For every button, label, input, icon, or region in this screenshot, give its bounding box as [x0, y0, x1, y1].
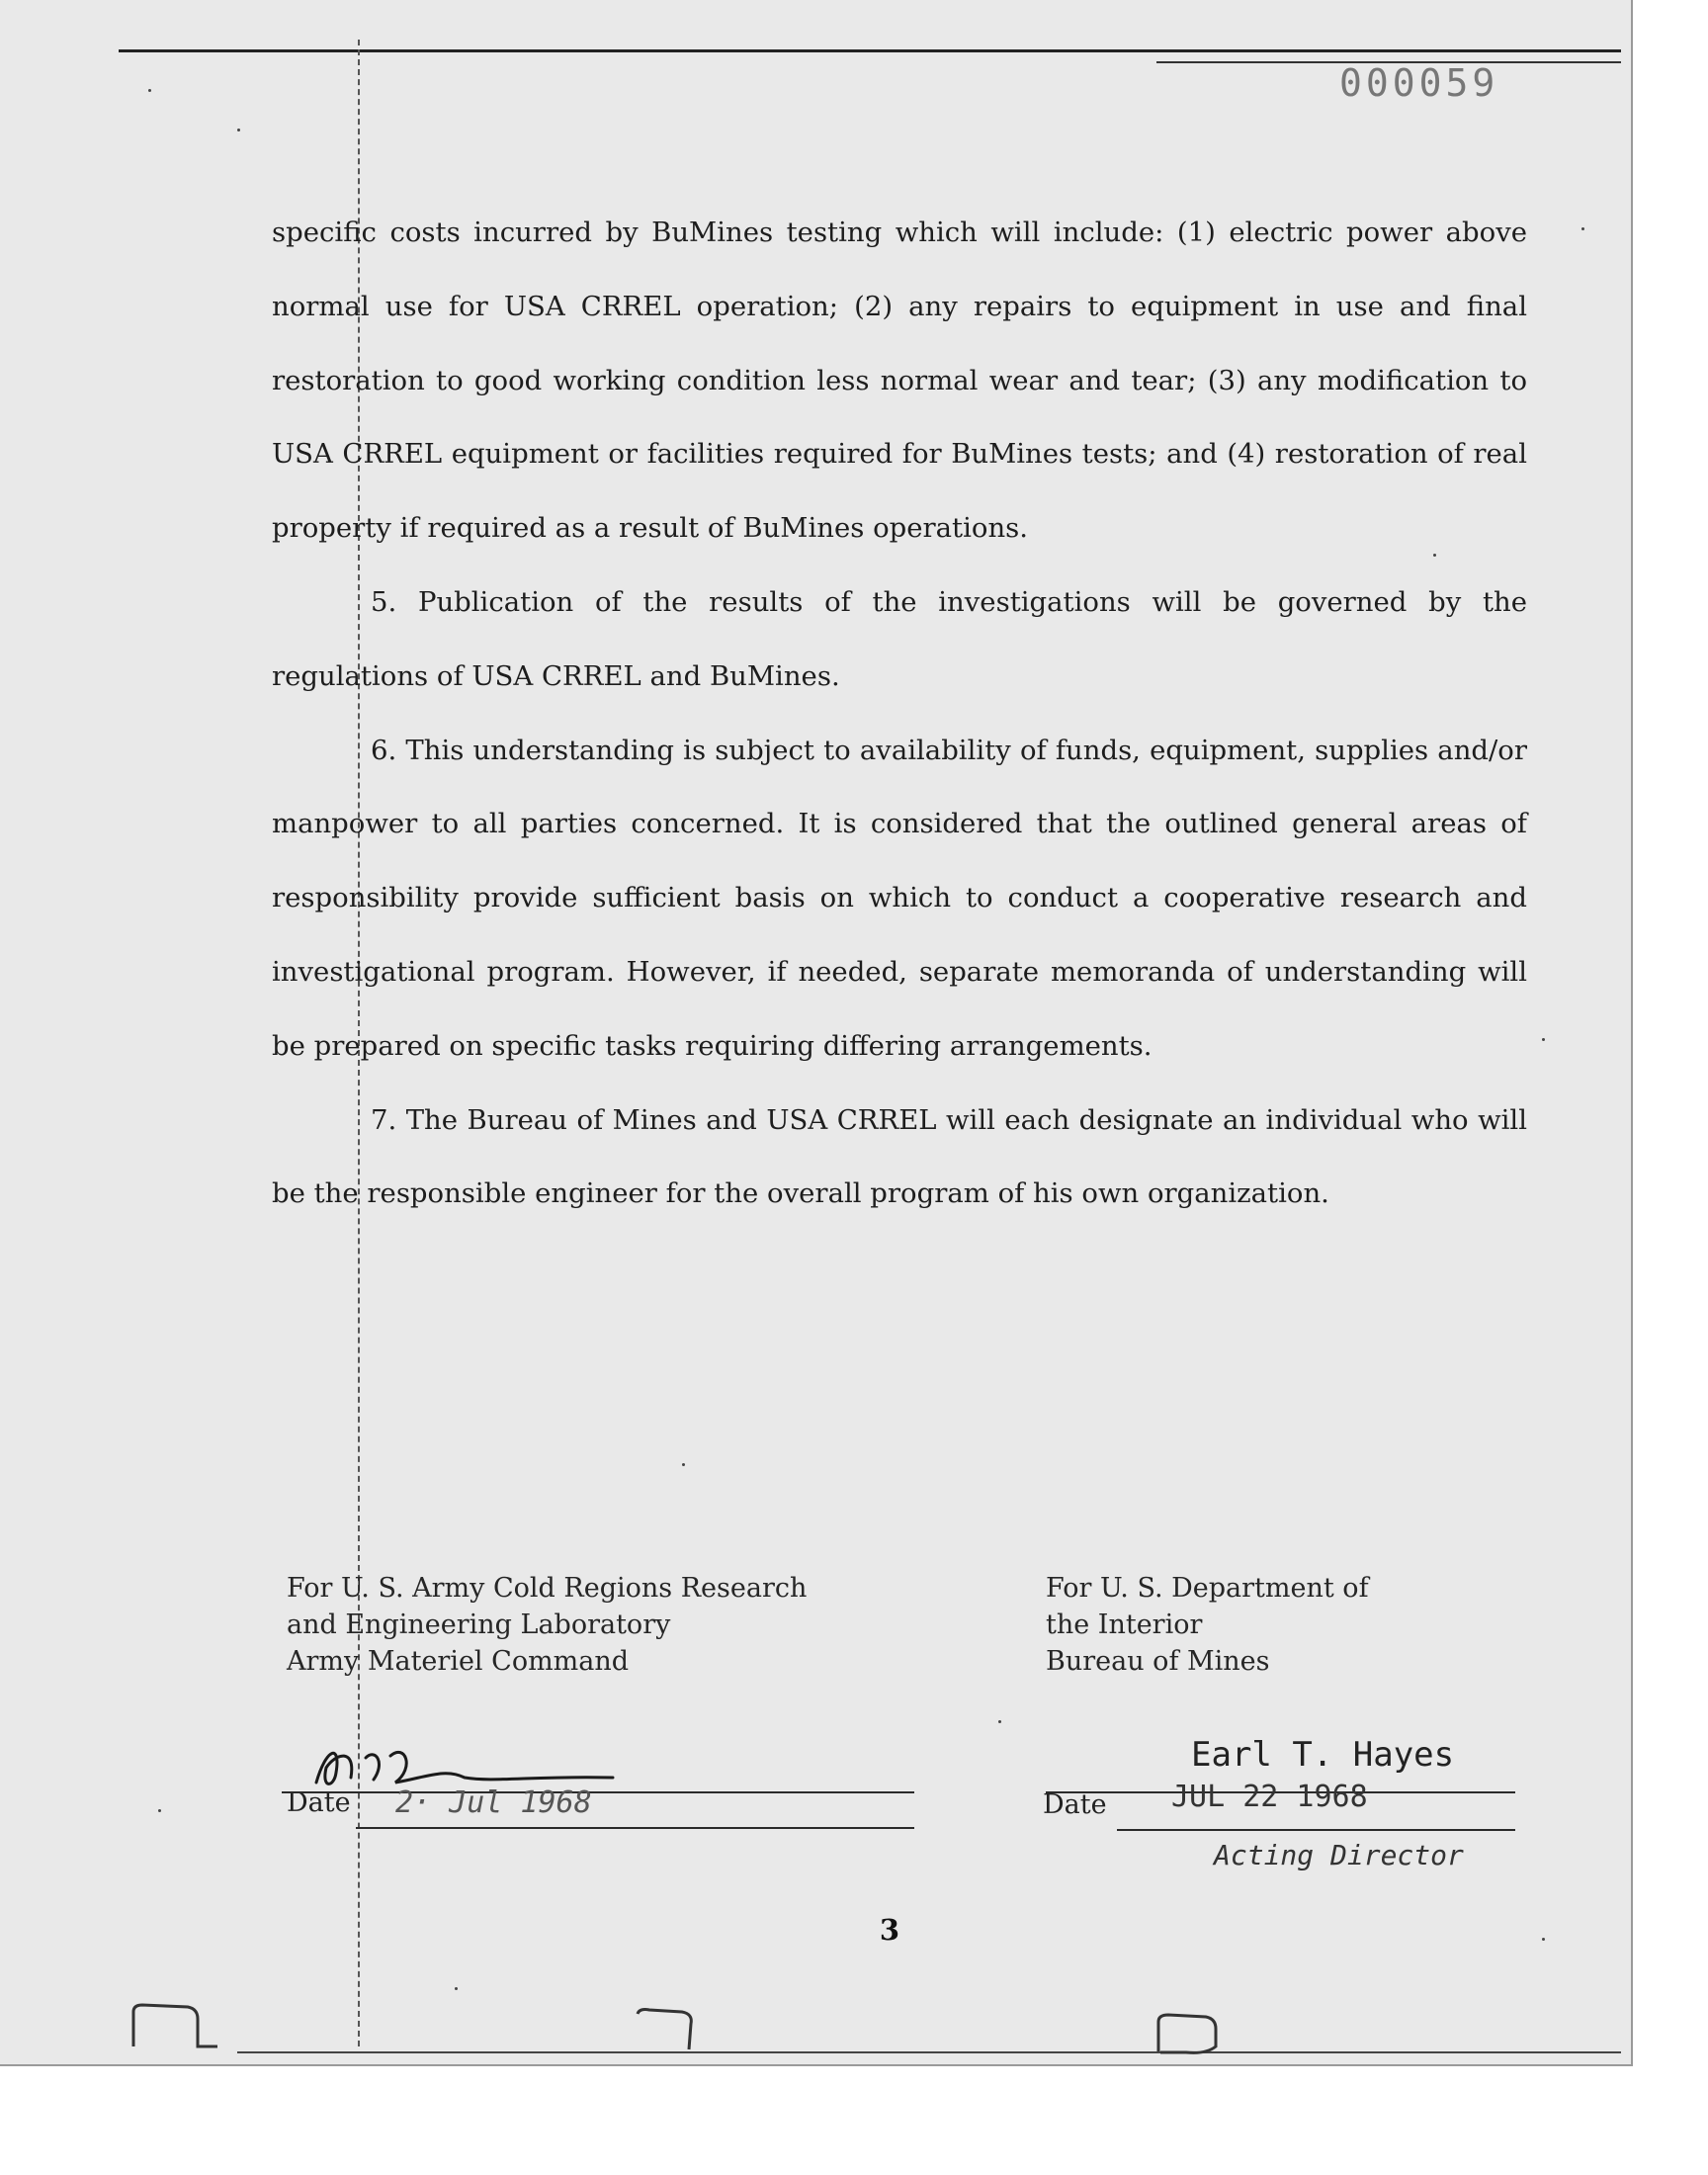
document-number: 000059 — [1339, 61, 1499, 105]
paragraph-continuation: specific costs incurred by BuMines testing which will include: (1) electric power above normal use for USA CRREL operation; (2) any repairs to equipment in use and final restoration to good working condition less normal wear and tear; (3) any modification to USA CRREL equipment or facilities required for BuMines tests; and (4) restoration of real property if required as a result of BuMines operations. — [272, 217, 1527, 545]
army-signature-line — [282, 1791, 914, 1793]
punch-hole-mark-left — [119, 1997, 227, 2056]
interior-date-line — [1117, 1829, 1515, 1831]
army-date-value: 2· Jul 1968 — [395, 1785, 592, 1820]
top-rule — [119, 49, 1621, 52]
interior-signer-name: Earl T. Hayes — [1191, 1735, 1455, 1775]
noise-speck — [998, 1720, 1001, 1723]
punch-hole-mark-center — [628, 2002, 707, 2056]
bottom-rule — [237, 2051, 1621, 2053]
paragraph-6: 6. This understanding is subject to availability of funds, equipment, supplies and/or manpower to all parties concerned. It is considered that the outlined general areas of responsibility provide sufficient basis on which to conduct a cooperative research and investigational program. However, if needed, separate memoranda of understanding will be prepared on specific tasks requiring differing arrangements. — [272, 734, 1527, 1062]
army-date-line — [356, 1827, 914, 1829]
interior-signer-title: Acting Director — [1214, 1839, 1464, 1871]
noise-speck — [682, 1463, 685, 1466]
noise-speck — [1433, 554, 1436, 557]
noise-speck — [455, 1987, 458, 1990]
interior-signature-heading: For U. S. Department of the Interior Bureau of Mines — [1046, 1573, 1369, 1677]
noise-speck — [1581, 227, 1584, 230]
page-number: 3 — [879, 1913, 900, 1947]
noise-speck — [1542, 1038, 1545, 1041]
noise-speck — [158, 1809, 161, 1812]
army-signature-heading: For U. S. Army Cold Regions Research and Engineering Laboratory Army Materiel Command — [287, 1573, 808, 1677]
noise-speck — [237, 129, 240, 131]
interior-date-label: Date — [1043, 1789, 1107, 1820]
noise-speck — [1542, 1938, 1545, 1941]
army-date-label: Date — [287, 1787, 351, 1818]
punch-hole-mark-right — [1147, 2007, 1226, 2061]
paragraph-5: 5. Publication of the results of the investigations will be governed by the regulations of USA CRREL and BuMines. — [272, 585, 1527, 692]
interior-date-value: JUL 22 1968 — [1171, 1780, 1368, 1814]
body-text — [272, 196, 1527, 1231]
paragraph-7: 7. The Bureau of Mines and USA CRREL will each designate an individual who will be the responsible engineer for the overall program of his own organization. — [272, 1103, 1527, 1210]
noise-speck — [148, 89, 151, 92]
